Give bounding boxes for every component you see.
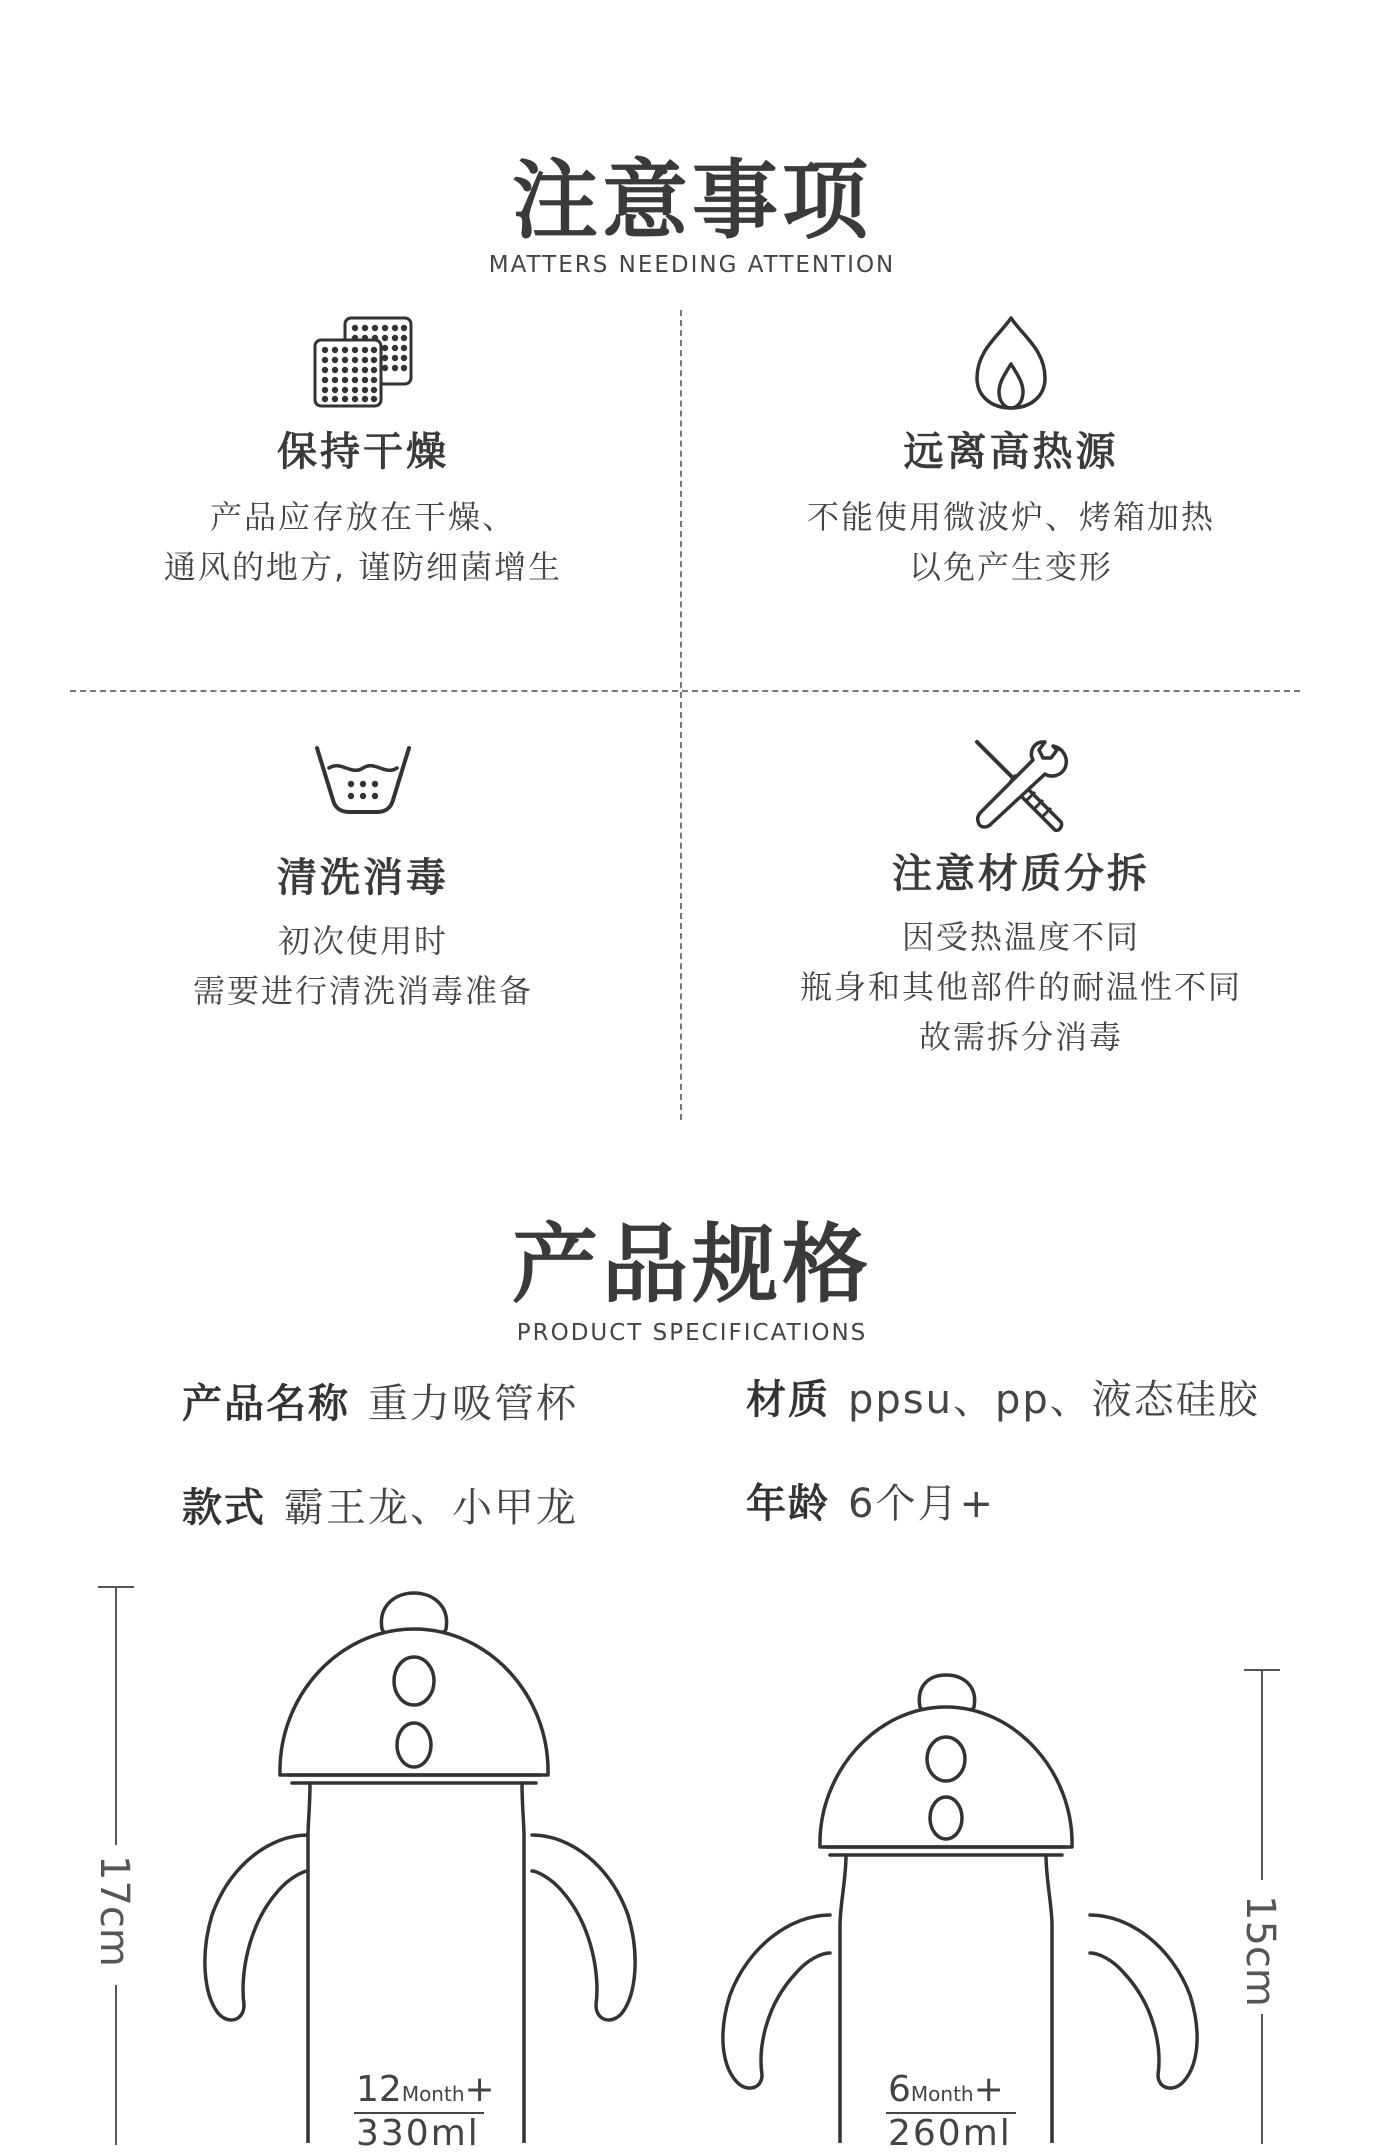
spec-label: 产品名称 [182, 1381, 350, 1427]
attention-item-line: 产品应存放在干燥、 [209, 498, 516, 536]
month-word: Month [401, 2082, 465, 2106]
spec-label: 款式 [182, 1485, 266, 1531]
wash-basin-icon [311, 740, 415, 820]
specs-title: 产品规格 [512, 1215, 872, 1315]
large-bottle-illustration [160, 1585, 680, 2143]
spec-age [746, 1481, 995, 1527]
attention-item-line: 瓶身和其他部件的耐温性不同 [799, 968, 1242, 1006]
spec-label: 年龄 [746, 1481, 830, 1527]
spec-value: 霸王龙、小甲龙 [284, 1485, 578, 1531]
attention-item-line: 因受热温度不同 [901, 918, 1140, 956]
attention-subtitle: MATTERS NEEDING ATTENTION [488, 252, 896, 278]
plus-sign: + [973, 2069, 1004, 2110]
flame-icon [959, 314, 1063, 410]
height-label-large: 17cm [91, 1855, 137, 1967]
large-bottle-age-mark [356, 2069, 495, 2110]
attention-item-line: 以免产生变形 [908, 548, 1113, 586]
month-number: 12 [356, 2069, 402, 2110]
specs-subtitle: PRODUCT SPECIFICATIONS [516, 1320, 868, 1346]
attention-item-line: 不能使用微波炉、烤箱加热 [806, 498, 1215, 536]
attention-item-title: 保持干燥 [277, 429, 449, 475]
attention-item-title: 注意材质分拆 [892, 851, 1150, 897]
horizontal-divider [70, 690, 1300, 692]
attention-item-line: 初次使用时 [277, 922, 448, 960]
spec-label: 材质 [746, 1377, 830, 1423]
small-bottle-age-mark [888, 2069, 1004, 2110]
attention-item-line: 需要进行清洗消毒准备 [192, 972, 533, 1010]
attention-item-line: 故需拆分消毒 [918, 1018, 1123, 1056]
spec-value: 6个月+ [848, 1481, 995, 1527]
grid-dots-icon [311, 314, 415, 410]
plus-sign: + [464, 2069, 495, 2110]
height-label-small: 15cm [1237, 1895, 1283, 2007]
month-word: Month [910, 2082, 974, 2106]
attention-item-line: 通风的地方, 谨防细菌增生 [163, 548, 563, 586]
attention-item-title: 清洗消毒 [277, 855, 449, 901]
small-bottle-volume: 260ml [888, 2113, 1012, 2154]
attention-item-wash [17, 740, 709, 1016]
attention-item-dry [17, 314, 709, 592]
wrench-screwdriver-icon [969, 736, 1073, 836]
spec-value: ppsu、pp、液态硅胶 [848, 1377, 1260, 1423]
attention-item-materials [675, 736, 1367, 1062]
attention-title: 注意事项 [512, 151, 872, 251]
attention-item-title: 远离高热源 [903, 429, 1119, 475]
spec-material [746, 1377, 1260, 1423]
large-bottle-volume: 330ml [356, 2113, 480, 2154]
spec-product-name [182, 1381, 578, 1427]
month-number: 6 [888, 2069, 911, 2110]
attention-item-heat [665, 314, 1357, 592]
spec-value: 重力吸管杯 [368, 1381, 578, 1427]
spec-style [182, 1485, 578, 1531]
